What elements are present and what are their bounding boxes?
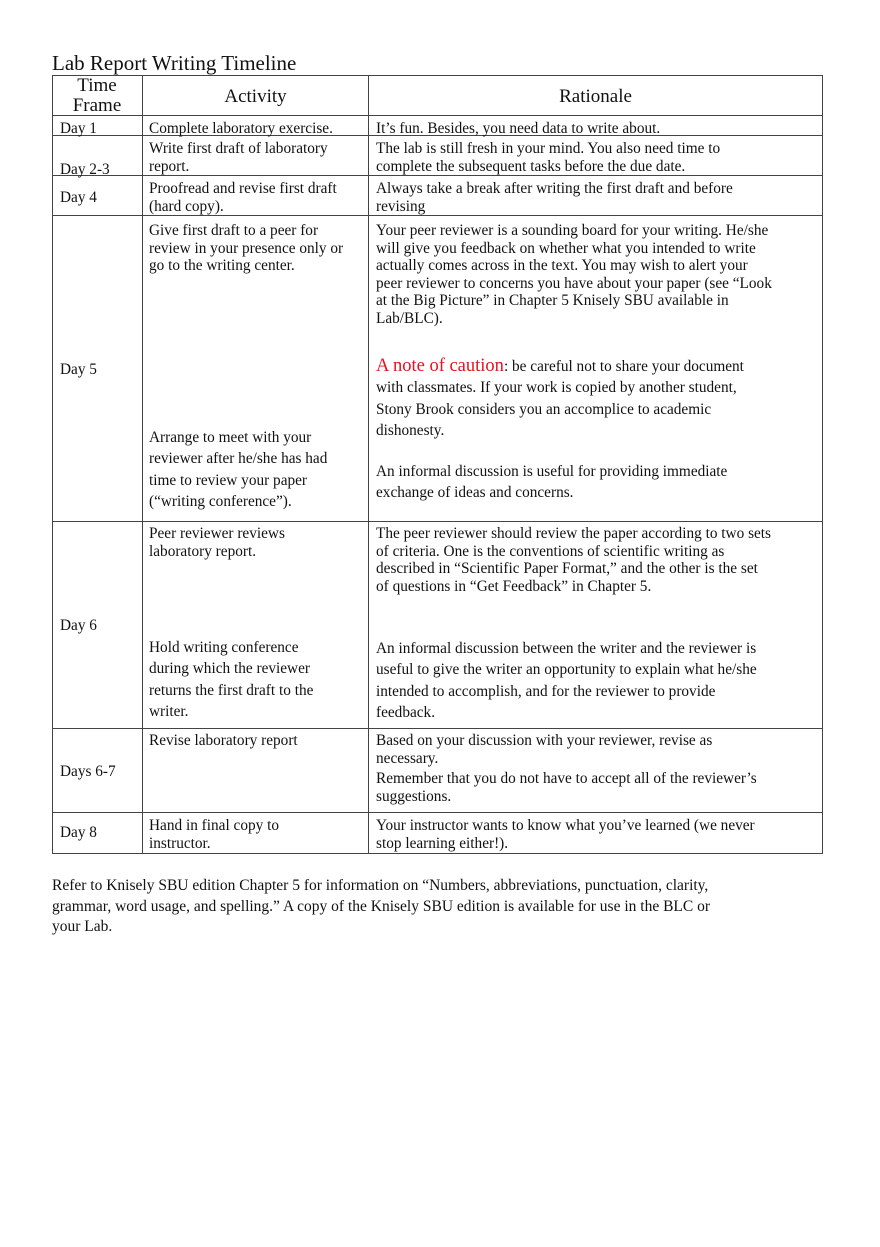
- header-time-frame: Time Frame: [72, 75, 122, 116]
- row-rationale-day6-b: An informal discussion between the writer and the reviewer is useful to give the writer an opportunity to explain what he/she intended to accomplish, and for the reviewer to provide feedback.: [376, 640, 757, 721]
- row-divider: [52, 75, 823, 76]
- table-border-left: [52, 75, 53, 854]
- row-activity-day6-b: Hold writing conference during which the reviewer returns the first draft to the writer.: [149, 639, 314, 720]
- row-activity-day4: Proofread and revise first draft (hard copy).: [149, 180, 337, 215]
- caution-note: A note of caution: be careful not to share your document with classmates. If your work is copied by another student, Stony Brook considers you an accomplice to academic dishonesty.: [376, 356, 744, 439]
- row-time-day4: Day 4: [60, 189, 97, 206]
- row-time-day5: Day 5: [60, 361, 97, 378]
- row-divider: [52, 521, 823, 522]
- row-activity-day5-b: Arrange to meet with your reviewer after he/she has had time to review your paper (“writing conference”).: [149, 429, 328, 510]
- row-time-day6: Day 6: [60, 617, 97, 634]
- header-rationale: Rationale: [559, 86, 632, 107]
- row-rationale-day5-a: Your peer reviewer is a sounding board for your writing. He/she will give you feedback on whether what you intended to write actually comes across in the text. You may wish to alert your peer reviewer to concerns you have about your paper (see “Look at the Big Picture” in Chapter 5 Knisely SBU available in Lab/BLC).: [376, 222, 772, 327]
- header-activity: Activity: [224, 86, 287, 107]
- row-time-day8: Day 8: [60, 824, 97, 841]
- row-rationale-day5-b: An informal discussion is useful for providing immediate exchange of ideas and concerns.: [376, 463, 728, 502]
- row-activity-day8: Hand in final copy to instructor.: [149, 817, 279, 852]
- caution-label: A note of caution: [376, 356, 504, 376]
- row-activity-day6-a: Peer reviewer reviews laboratory report.: [149, 525, 285, 560]
- row-activity-day2-3: Write first draft of laboratory report.: [149, 140, 328, 175]
- table-border-right: [822, 75, 823, 854]
- page-title: Lab Report Writing Timeline: [52, 51, 297, 75]
- row-divider: [52, 812, 823, 813]
- row-divider: [52, 215, 823, 216]
- footer-note: Refer to Knisely SBU edition Chapter 5 for information on “Numbers, abbreviations, punctuation, clarity, grammar, word usage, and spelling.” A copy of the Knisely SBU edition is available for use in the BLC or your Lab.: [52, 877, 711, 935]
- column-divider-1: [142, 75, 143, 854]
- row-divider: [52, 853, 823, 854]
- row-divider: [52, 728, 823, 729]
- timeline-table: [52, 75, 823, 854]
- row-divider: [52, 175, 823, 176]
- column-divider-2: [368, 75, 369, 854]
- row-rationale-day4: Always take a break after writing the first draft and before revising: [376, 180, 733, 215]
- row-rationale-days6-7: Based on your discussion with your reviewer, revise as necessary. Remember that you do not have to accept all of the reviewer’s suggestions.: [376, 732, 757, 805]
- row-activity-days6-7: Revise laboratory report: [149, 732, 298, 749]
- row-time-days6-7: Days 6-7: [60, 763, 116, 780]
- row-divider: [52, 115, 823, 116]
- row-time-day1: Day 1: [60, 120, 97, 137]
- row-time-day2-3: Day 2-3: [60, 161, 110, 178]
- row-activity-day5-a: Give first draft to a peer for review in your presence only or go to the writing center.: [149, 222, 344, 274]
- row-rationale-day8: Your instructor wants to know what you’ve learned (we never stop learning either!).: [376, 817, 755, 852]
- row-rationale-day6-a: The peer reviewer should review the paper according to two sets of criteria. One is the conventions of scientific writing as described in “Scientific Paper Format,” and the other is the set of questions in “Get Feedback” in Chapter 5.: [376, 525, 772, 595]
- row-rationale-day2-3: The lab is still fresh in your mind. You also need time to complete the subsequent tasks before the due date.: [376, 140, 721, 175]
- row-rationale-day1: It’s fun. Besides, you need data to write about.: [376, 120, 661, 137]
- row-activity-day1: Complete laboratory exercise.: [149, 120, 333, 137]
